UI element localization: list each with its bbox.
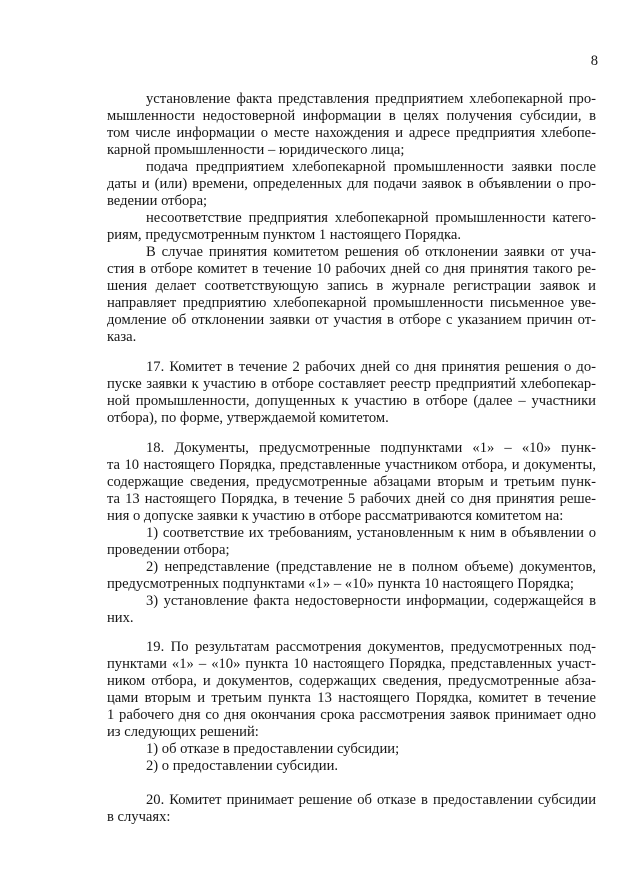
text-line: несоответствие предприятия хлебопекарной промышленности катего- [146, 210, 596, 226]
text-line: 17. Комитет в течение 2 рабочих дней со дня принятия решения о до- [146, 359, 596, 375]
text-line: 2) непредставление (представление не в полном объеме) документов, [146, 559, 596, 575]
rejection-notice-paragraph [107, 244, 596, 346]
text-line: 3) установление факта недостоверности информации, содержащейся в [146, 593, 596, 609]
text-line: та 10 настоящего Порядка, представленные участником отбора, и документы, [107, 457, 596, 473]
text-line: даты и (или) времени, определенных для подачи заявок в объявлении о про- [107, 176, 596, 192]
clause-category-mismatch [107, 210, 596, 244]
text-line: 19. По результатам рассмотрения документов, предусмотренных под- [146, 639, 596, 655]
text-line: предусмотренных подпунктами «1» – «10» пункта 10 настоящего Порядка; [107, 576, 574, 592]
text-line: 1 рабочего дня со дня окончания срока рассмотрения заявок принимает одно [107, 707, 596, 723]
section-18 [107, 440, 596, 525]
text-line: 2) о предоставлении субсидии. [146, 758, 339, 774]
text-line: том числе информации о месте нахождения и адресе предприятия хлебопе- [107, 125, 596, 141]
text-line: ния о допуске заявки к участию в отборе рассматриваются комитетом на: [107, 508, 564, 524]
text-line: 18. Документы, предусмотренные подпунктами «1» – «10» пунк- [146, 440, 596, 456]
text-line: В случае принятия комитетом решения об отклонении заявки от уча- [146, 244, 596, 260]
text-line: них. [107, 610, 134, 626]
section-20 [107, 792, 596, 826]
text-line: ведении отбора; [107, 193, 208, 209]
page-number: 8 [590, 53, 598, 69]
text-line: ником отбора, и документов, содержащих сведения, предусмотренные абза- [107, 673, 596, 689]
text-line: пунктами «1» – «10» пункта 10 настоящего Порядка, представленных участ- [107, 656, 596, 672]
text-line: цами вторым и третьим пункта 13 настоящего Порядка, комитет в течение [107, 690, 596, 706]
text-line: пуске заявки к участию в отборе составляет реестр предприятий хлебопекар- [107, 376, 596, 392]
text-line: 20. Комитет принимает решение об отказе в предоставлении субсидии [146, 792, 596, 808]
clause-false-information [107, 91, 596, 159]
section-18-item-1 [107, 525, 596, 559]
section-18-item-2 [107, 559, 596, 593]
text-line: та 13 настоящего Порядка, в течение 5 рабочих дней со дня принятия реше- [107, 491, 596, 507]
text-line: проведении отбора; [107, 542, 230, 558]
section-19 [107, 639, 596, 741]
text-line: стия в отборе комитет в течение 10 рабочих дней со дня принятия такого ре- [107, 261, 596, 277]
section-17 [107, 359, 596, 427]
text-line: подача предприятием хлебопекарной промышленности заявки после [146, 159, 596, 175]
document-body [107, 91, 596, 826]
text-line: направляет предприятию хлебопекарной промышленности письменное уве- [107, 295, 596, 311]
clause-late-application [107, 159, 596, 210]
text-line: карной промышленности – юридического лица; [107, 142, 405, 158]
text-line: установление факта представления предприятием хлебопекарной про- [146, 91, 596, 107]
text-line: мышленности недостоверной информации в целях получения субсидии, в [107, 108, 596, 124]
text-line: 1) соответствие их требованиям, установленным к ним в объявлении о [146, 525, 596, 541]
text-line: из следующих решений: [107, 724, 259, 740]
text-line: отбора), по форме, утверждаемой комитетом. [107, 410, 389, 426]
text-line: шения делает соответствующую запись в журнале регистрации заявок и [107, 278, 596, 294]
text-line: 1) об отказе в предоставлении субсидии; [146, 741, 400, 757]
text-line: каза. [107, 329, 137, 345]
text-line: ной промышленности, допущенных к участию в отборе (далее – участники [107, 393, 596, 409]
section-19-item-1 [107, 741, 596, 758]
section-18-item-3 [107, 593, 596, 627]
text-line: содержащие сведения, предусмотренные абзацами вторым и третьим пунк- [107, 474, 596, 490]
text-line: в случаях: [107, 809, 171, 825]
section-19-item-2 [107, 758, 596, 775]
text-line: риям, предусмотренным пунктом 1 настоящего Порядка. [107, 227, 461, 243]
text-line: домление об отклонении заявки от участия в отборе с указанием причин от- [107, 312, 596, 328]
